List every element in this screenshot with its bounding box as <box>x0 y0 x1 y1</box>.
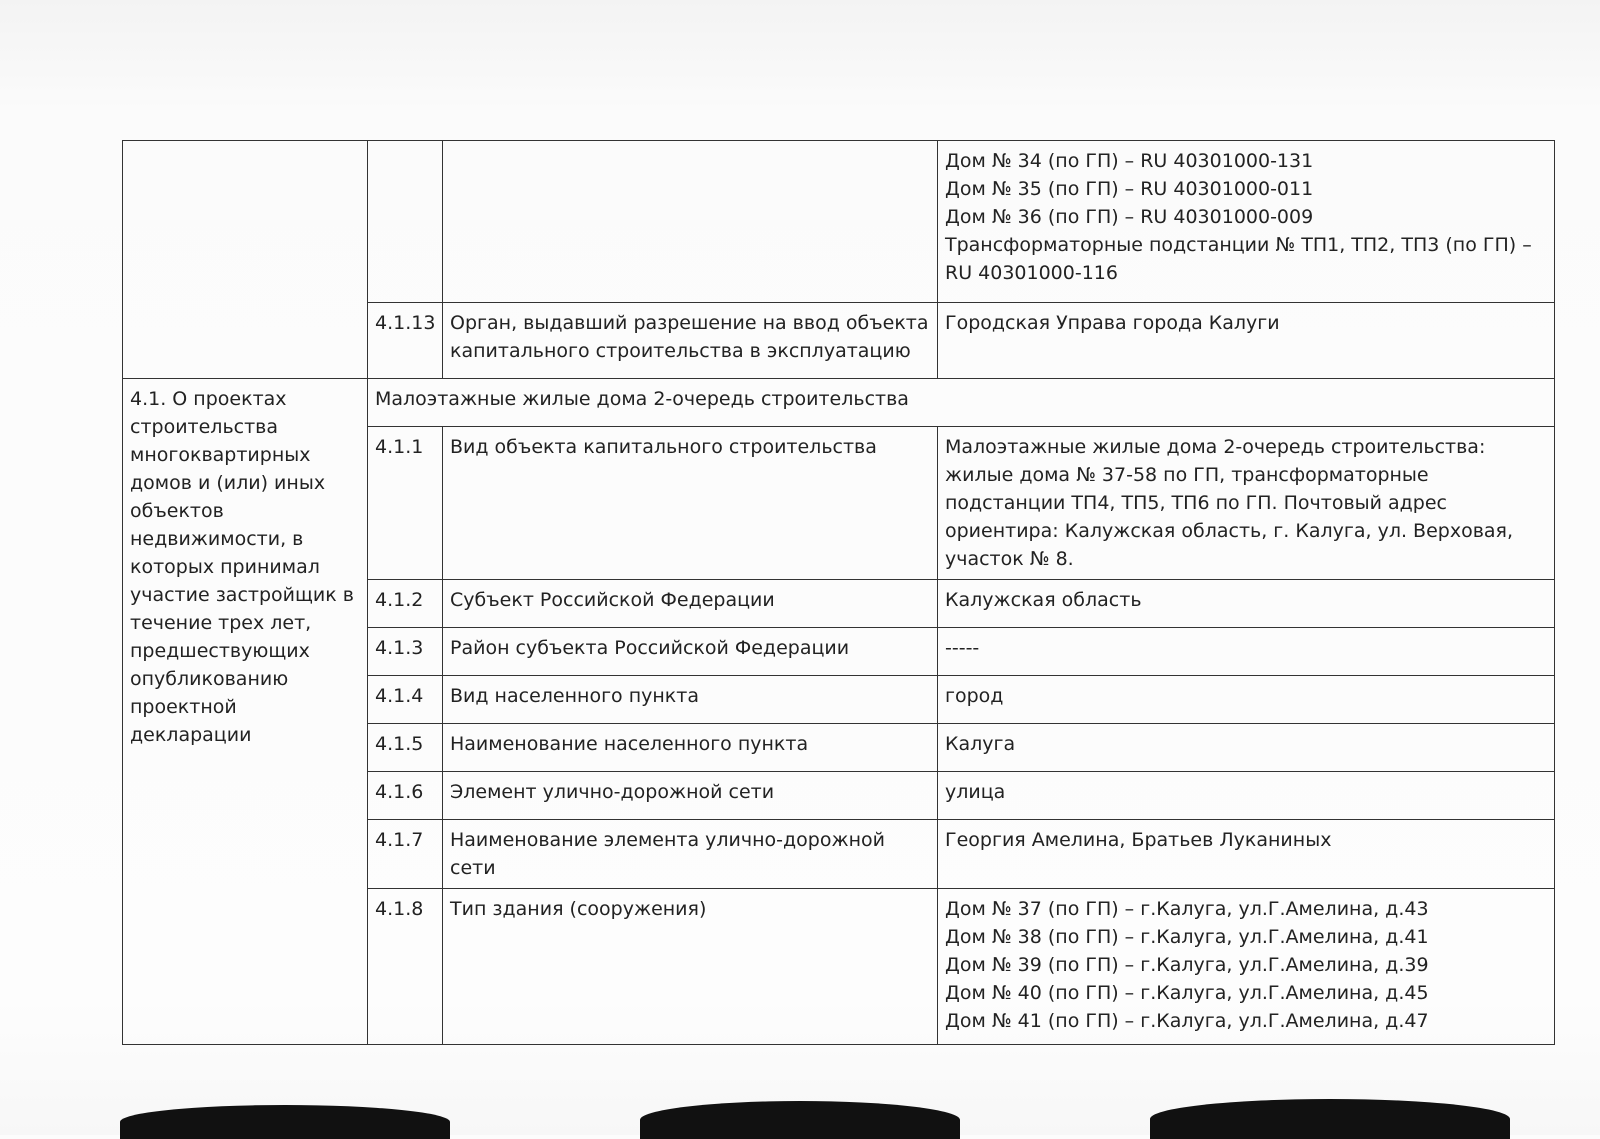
table-row <box>123 379 1555 427</box>
address-line: Дом № 37 (по ГП) – г.Калуга, ул.Г.Амелина, д.43 <box>945 898 1429 920</box>
row-number: 4.1.7 <box>368 820 443 889</box>
row-label: Тип здания (сооружения) <box>443 889 938 1045</box>
section-subheader: Малоэтажные жилые дома 2-очередь строительства <box>368 379 1555 427</box>
address-line: Дом № 38 (по ГП) – г.Калуга, ул.Г.Амелина, д.41 <box>945 926 1429 948</box>
row-value: ----- <box>938 628 1555 676</box>
table-row <box>123 141 1555 303</box>
address-list-cell <box>938 889 1555 1045</box>
row-value: Калуга <box>938 724 1555 772</box>
row-value: Городская Управа города Калуги <box>938 303 1555 379</box>
row-value: город <box>938 676 1555 724</box>
row-number-cell <box>368 141 443 303</box>
empty-section-cell <box>123 141 368 379</box>
row-number: 4.1.13 <box>368 303 443 379</box>
row-value: Малоэтажные жилые дома 2-очередь строительства: жилые дома № 37-58 по ГП, трансформаторные подстанции ТП4, ТП5, ТП6 по ГП. Почтовый адрес ориентира: Калужская область, г. Калуга, ул. Верховая, участок № 8. <box>938 427 1555 580</box>
address-line: Дом № 39 (по ГП) – г.Калуга, ул.Г.Амелина, д.39 <box>945 954 1429 976</box>
row-number: 4.1.2 <box>368 580 443 628</box>
binding-mark <box>1150 1099 1510 1139</box>
address-line: Дом № 40 (по ГП) – г.Калуга, ул.Г.Амелина, д.45 <box>945 982 1429 1004</box>
row-number: 4.1.3 <box>368 628 443 676</box>
address-line: Дом № 41 (по ГП) – г.Калуга, ул.Г.Амелина, д.47 <box>945 1010 1429 1032</box>
declaration-table <box>122 140 1555 1045</box>
permit-list-cell <box>938 141 1555 303</box>
row-value: улица <box>938 772 1555 820</box>
row-label: Наименование элемента улично-дорожной сети <box>443 820 938 889</box>
row-value: Георгия Амелина, Братьев Луканиных <box>938 820 1555 889</box>
permit-line: Дом № 35 (по ГП) – RU 40301000-011 <box>945 178 1314 200</box>
row-label-cell <box>443 141 938 303</box>
row-label: Субъект Российской Федерации <box>443 580 938 628</box>
row-number: 4.1.1 <box>368 427 443 580</box>
row-label: Элемент улично-дорожной сети <box>443 772 938 820</box>
section-title: 4.1. О проектах строительства многоквартирных домов и (или) иных объектов недвижимости, в которых принимал участие застройщик в течение трех лет, предшествующих опубликованию проектной декларации <box>123 379 368 1045</box>
row-label: Орган, выдавший разрешение на ввод объекта капитального строительства в эксплуатацию <box>443 303 938 379</box>
row-label: Наименование населенного пункта <box>443 724 938 772</box>
permit-line: Дом № 36 (по ГП) – RU 40301000-009 <box>945 206 1314 228</box>
row-number: 4.1.5 <box>368 724 443 772</box>
row-label: Вид объекта капитального строительства <box>443 427 938 580</box>
row-value: Калужская область <box>938 580 1555 628</box>
row-number: 4.1.8 <box>368 889 443 1045</box>
row-number: 4.1.4 <box>368 676 443 724</box>
binding-mark <box>640 1101 960 1139</box>
permit-line: Трансформаторные подстанции № ТП1, ТП2, ТП3 (по ГП) – RU 40301000-116 <box>945 234 1532 284</box>
row-number: 4.1.6 <box>368 772 443 820</box>
row-label: Вид населенного пункта <box>443 676 938 724</box>
row-label: Район субъекта Российской Федерации <box>443 628 938 676</box>
binding-mark <box>120 1105 450 1139</box>
permit-line: Дом № 34 (по ГП) – RU 40301000-131 <box>945 150 1314 172</box>
scan-binding-marks <box>0 1083 1600 1135</box>
